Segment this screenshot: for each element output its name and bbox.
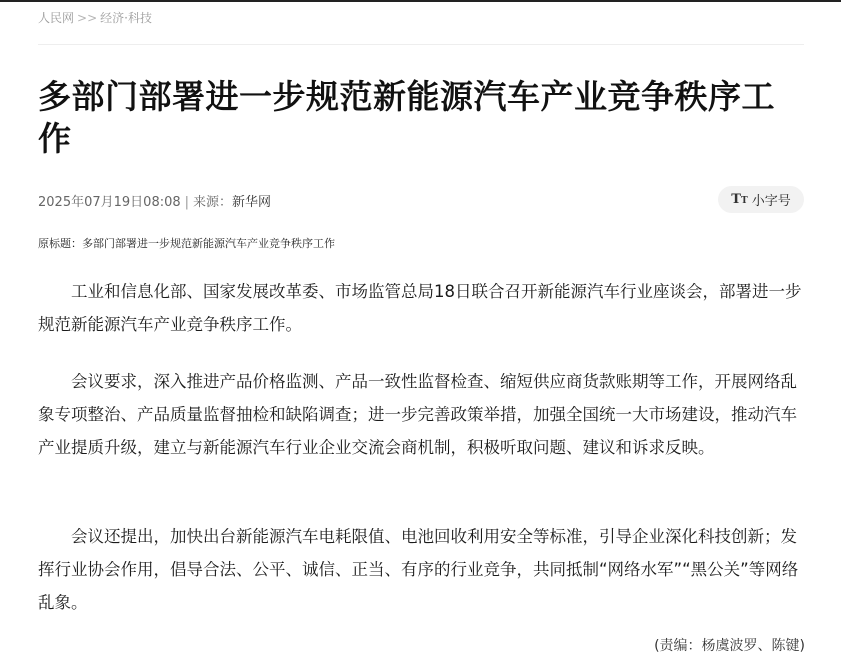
breadcrumb-site-link[interactable]: 人民网	[38, 11, 75, 25]
article-paragraph: 会议要求，深入推进产品价格监测、产品一致性监督检查、缩短供应商货款账期等工作，开展网络乱象专项整治、产品质量监督抽检和缺陷调查；进一步完善政策举措，加强全国统一大市场建设，推动汽车产业提质升级，建立与新能源汽车行业企业交流会商机制，积极听取问题、建议和诉求反映。	[38, 372, 797, 457]
meta-separator: |	[184, 195, 190, 210]
font-size-toggle-button[interactable]	[718, 186, 804, 213]
font-size-toggle-label: 小字号	[751, 194, 791, 209]
top-rule	[0, 0, 841, 2]
breadcrumb	[38, 9, 152, 26]
article-paragraph: 会议还提出，加快出台新能源汽车电耗限值、电池回收利用安全等标准，引导企业深化科技创新；发挥行业协会作用，倡导合法、公平、诚信、正当、有序的行业竞争，共同抵制“网络水军”“黑公关”等网络乱象。	[38, 527, 799, 612]
editor-credit: (责编：杨虞波罗、陈键)	[654, 638, 805, 654]
source-label: 来源：	[193, 195, 233, 210]
breadcrumb-separator: >>	[77, 11, 98, 25]
article-meta	[38, 191, 271, 210]
divider	[38, 44, 804, 45]
article-paragraph: 工业和信息化部、国家发展改革委、市场监管总局18日联合召开新能源汽车行业座谈会，部署进一步规范新能源汽车产业竞争秩序工作。	[38, 282, 802, 334]
article-title: 多部门部署进一步规范新能源汽车产业竞争秩序工作	[38, 77, 775, 158]
font-size-icon: TT	[731, 192, 748, 207]
publish-datetime: 2025年07月19日08:08	[38, 195, 181, 210]
source-link[interactable]: 新华网	[232, 195, 272, 210]
breadcrumb-section-link[interactable]: 经济·科技	[100, 11, 152, 25]
original-title: 原标题：多部门部署进一步规范新能源汽车产业竞争秩序工作	[38, 237, 335, 250]
